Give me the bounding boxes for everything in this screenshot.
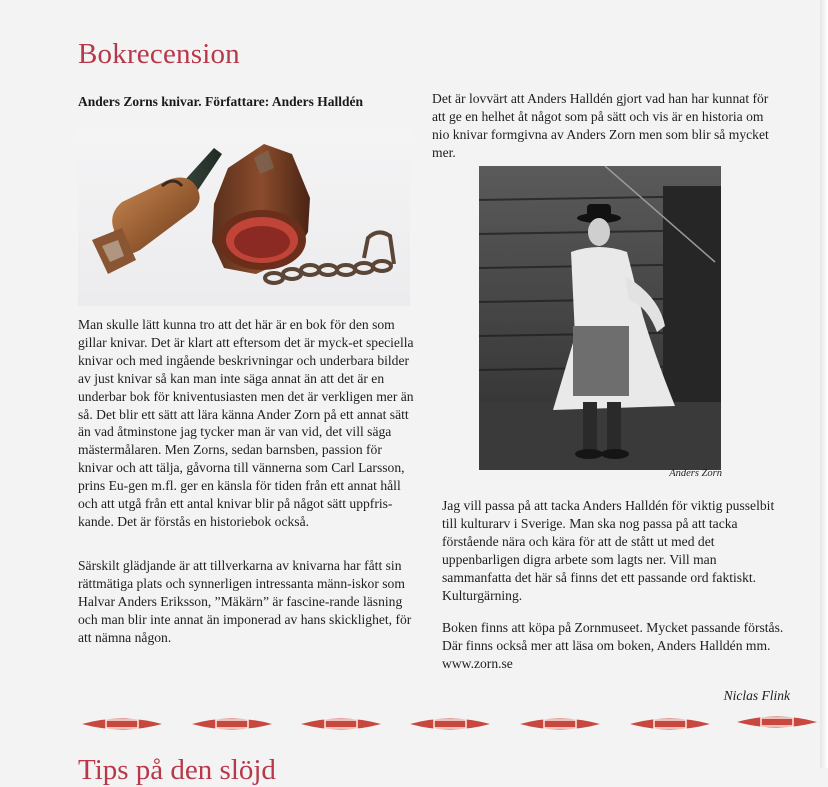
portrait-caption: Anders Zorn <box>669 468 722 479</box>
section-title: Bokrecension <box>78 38 240 70</box>
book-heading: Anders Zorns knivar. Författare: Anders Halldén <box>78 94 364 109</box>
portrait-photo <box>479 166 721 470</box>
right-paragraph-1: Det är lovvärt att Anders Halldén gjort vad han har kunnat för att ge en helhet åt något som på sätt och vis är en historia om nio knivar formgivna av Anders Zorn men som blir så mycket mer. <box>432 91 769 160</box>
page-edge <box>820 0 828 768</box>
right-paragraph-2: Jag vill passa på att tacka Anders Halldén för viktig pusselbit till kulturarv i Sverige. Man ska nog passa på att tacka förstående nära och kära för att de stått ut med det uppenbarligen digra arbete som lagts ner. Vill man sammanfatta det här så finns det ett passande ord faktiskt. Kulturgärning. <box>442 498 775 603</box>
left-paragraph-1: Man skulle lätt kunna tro att det här är en bok för den som gillar knivar. Det är klart att eftersom det är myck-et speciella knivar och med ingående beskrivningar och underbara bilder av just knivar så kan man inte säga annat än att det är en underbar bok för kniventusiasten men det är verkligen mer än så. Det blir ett sätt att lära känna Ander Zorn på ett annat sätt än vad åtminstone jag tycker man är van vid, det vill säga mästermålaren. Men Zorns, sedan barnsben, passion för knivar och att tälja, gåvorna till vännerna som Carl Larsson, prins Eu-gen m.fl. ger en känsla för tiden från ett annat håll och att utgå från ett antal knivar blir på något sätt uppfris-kande. Det är förstås en historiebok också. <box>78 317 414 529</box>
left-paragraph-2: Särskilt glädjande är att tillverkarna av knivarna har fått sin rättmätiga plats och synnerligen intressanta männ-iskor som Halvar Anders Eriksson, ”Mäkärn” är fascine-rande läsning och man blir inte annat än imponerad av hans skicklighet, för att nämna någon. <box>78 558 412 645</box>
next-section-title: Tips på den slöjd <box>78 754 276 786</box>
knife-photo <box>78 128 410 306</box>
ornament-row <box>0 712 828 736</box>
right-paragraph-3: Boken finns att köpa på Zornmuseet. Mycket passande förstås. Där finns också mer att läsa om boken, Anders Halldén mm. www.zorn.se <box>442 620 784 671</box>
author-signature: Niclas Flink <box>723 688 790 703</box>
